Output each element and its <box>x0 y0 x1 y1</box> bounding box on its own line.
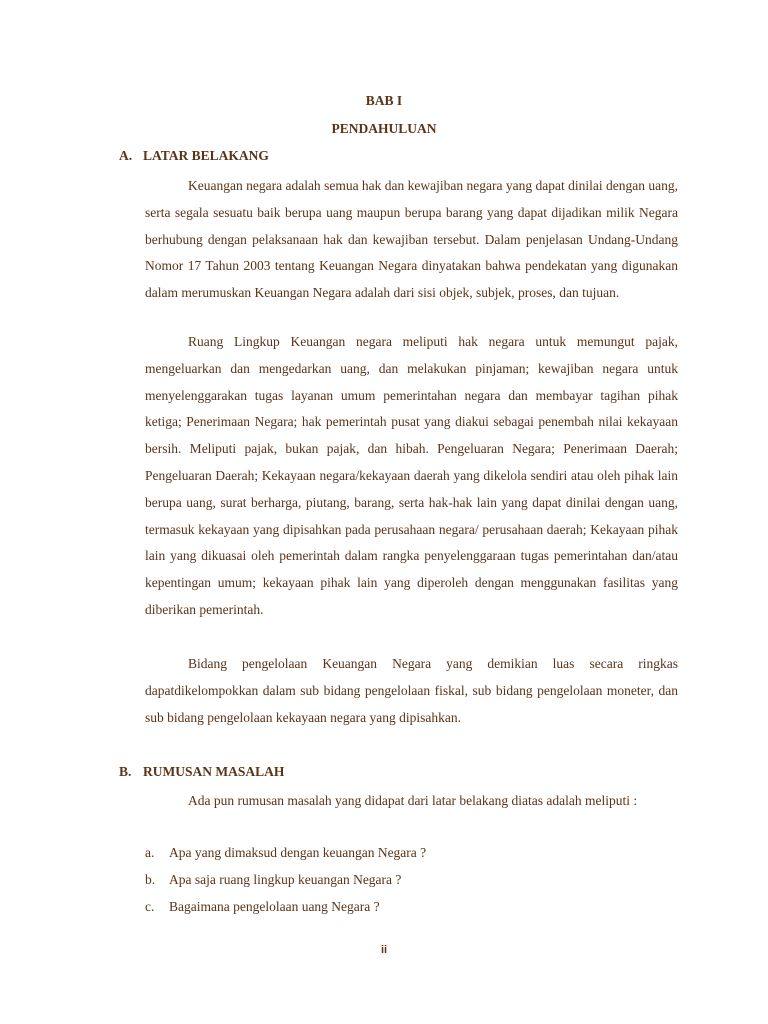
section-b-intro: Ada pun rumusan masalah yang didapat dari latar belakang diatas adalah meliputi : <box>188 793 638 808</box>
section-a-marker: A. <box>119 148 133 163</box>
section-b-marker: B. <box>119 764 132 779</box>
paragraph: Ruang Lingkup Keuangan negara meliputi hak negara untuk memungut pajak, mengeluarkan dan mengedarkan uang, dan melakukan pinjaman; kewajiban negara untuk menyelenggarakan tugas layanan umum pemerintahan negara dan membayar tagihan pihak ketiga; Penerimaan Negara; hak pemerintah pusat yang diakui sebagai penembah nilai kekayaan bersih. Meliputi pajak, bukan pajak, dan hibah. Pengeluaran Negara; Penerimaan Daerah; Pengeluaran Daerah; Kekayaan negara/kekayaan daerah yang dikelola sendiri atau oleh pihak lain berupa uang, surat berharga, piutang, barang, serta hak-hak lain yang dapat dinilai dengan uang, termasuk kekayaan yang dipisahkan pada perusahaan negara/ perusahaan daerah; Kekayaan pihak lain yang dikuasai oleh pemerintah dalam rangka penyelenggaraan tugas pemerintahan dan/atau kepentingan umum; kekayaan pihak lain yang diperoleh dengan menggunakan fasilitas yang diberikan pemerintah. <box>145 334 678 617</box>
page-number: ii <box>380 944 388 956</box>
section-b-title: RUMUSAN MASALAH <box>143 764 285 779</box>
section-b-heading <box>119 764 284 780</box>
list-item-text: Bagaimana pengelolaan uang Negara ? <box>169 898 380 914</box>
question-list <box>145 840 426 920</box>
section-a-heading <box>119 148 269 164</box>
list-item-text: Apa yang dimaksud dengan keuangan Negara ? <box>169 845 427 860</box>
chapter-title: PENDAHULUAN <box>331 121 437 136</box>
list-item-text: Apa saja ruang lingkup keuangan Negara ? <box>169 871 402 887</box>
section-a-title: LATAR BELAKANG <box>143 148 269 163</box>
list-item <box>145 894 426 921</box>
chapter-label: BAB I <box>365 93 403 108</box>
list-marker: b. <box>145 871 156 887</box>
paragraph: Bidang pengelolaan Keuangan Negara yang demikian luas secara ringkas dapatdikelompokkan dalam sub bidang pengelolaan fiskal, sub bidang pengelolaan moneter, dan sub bidang pengelolaan kekayaan negara yang dipisahkan. <box>145 656 678 725</box>
paragraph: Keuangan negara adalah semua hak dan kewajiban negara yang dapat dinilai dengan uang, serta segala sesuatu baik berupa uang maupun berupa barang yang dapat dijadikan milik Negara berhubung dengan pelaksanaan hak dan kewajiban tersebut. Dalam penjelasan Undang-Undang Nomor 17 Tahun 2003 tentang Keuangan Negara dinyatakan bahwa pendekatan yang digunakan dalam merumuskan Keuangan Negara adalah dari sisi objek, subjek, proses, dan tujuan. <box>145 178 678 301</box>
list-marker: a. <box>145 845 155 860</box>
list-marker: c. <box>145 898 155 914</box>
list-item <box>145 867 426 894</box>
list-item <box>145 840 426 867</box>
